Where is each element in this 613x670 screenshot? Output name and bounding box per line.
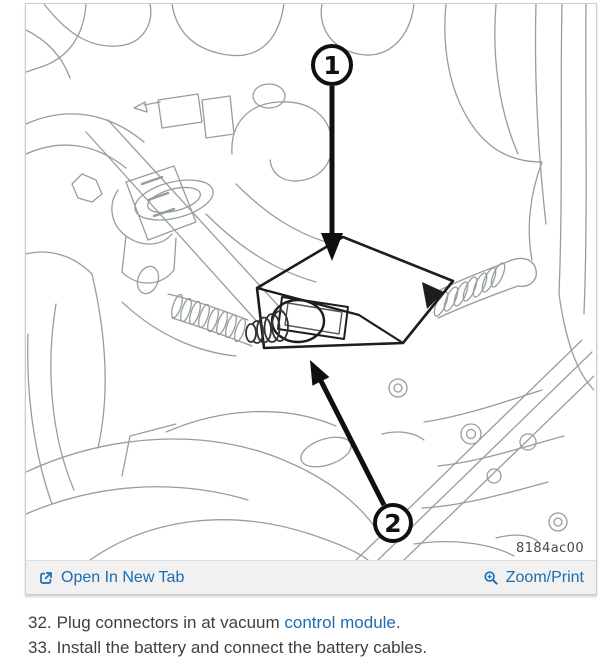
callout-arrow-2 xyxy=(310,360,384,505)
open-in-new-tab-label: Open In New Tab xyxy=(61,568,185,586)
step-number: 33. xyxy=(28,638,52,657)
callout-arrow-1 xyxy=(321,86,343,261)
open-in-new-tab-icon xyxy=(38,570,54,586)
engine-line-drawing xyxy=(26,4,594,560)
figure-card xyxy=(25,3,597,595)
control-module-link[interactable]: control module xyxy=(284,613,396,632)
callout-1 xyxy=(313,46,351,84)
figure-toolbar xyxy=(26,560,596,594)
instruction-list xyxy=(28,610,588,660)
instruction-step-32 xyxy=(28,610,588,635)
zoom-print-link[interactable] xyxy=(483,569,584,587)
magnifier-plus-icon xyxy=(483,570,499,586)
callout-2 xyxy=(375,505,411,541)
step-text: Install the battery and connect the battery cables. xyxy=(56,638,428,657)
zoom-print-label: Zoom/Print xyxy=(505,568,584,586)
vacuum-connector xyxy=(168,293,324,346)
step-number: 32. xyxy=(28,613,52,632)
vacuum-control-module xyxy=(257,237,453,348)
callout-1-label: 1 xyxy=(323,51,341,80)
open-in-new-tab-link[interactable] xyxy=(38,569,184,587)
figure-code: 8184ac00 xyxy=(516,541,584,556)
engine-diagram xyxy=(26,4,594,560)
step-text: Plug connectors in at vacuum xyxy=(56,613,285,632)
instruction-step-33 xyxy=(28,635,588,660)
step-text-after: . xyxy=(395,613,401,632)
callout-2-label: 2 xyxy=(384,509,402,538)
